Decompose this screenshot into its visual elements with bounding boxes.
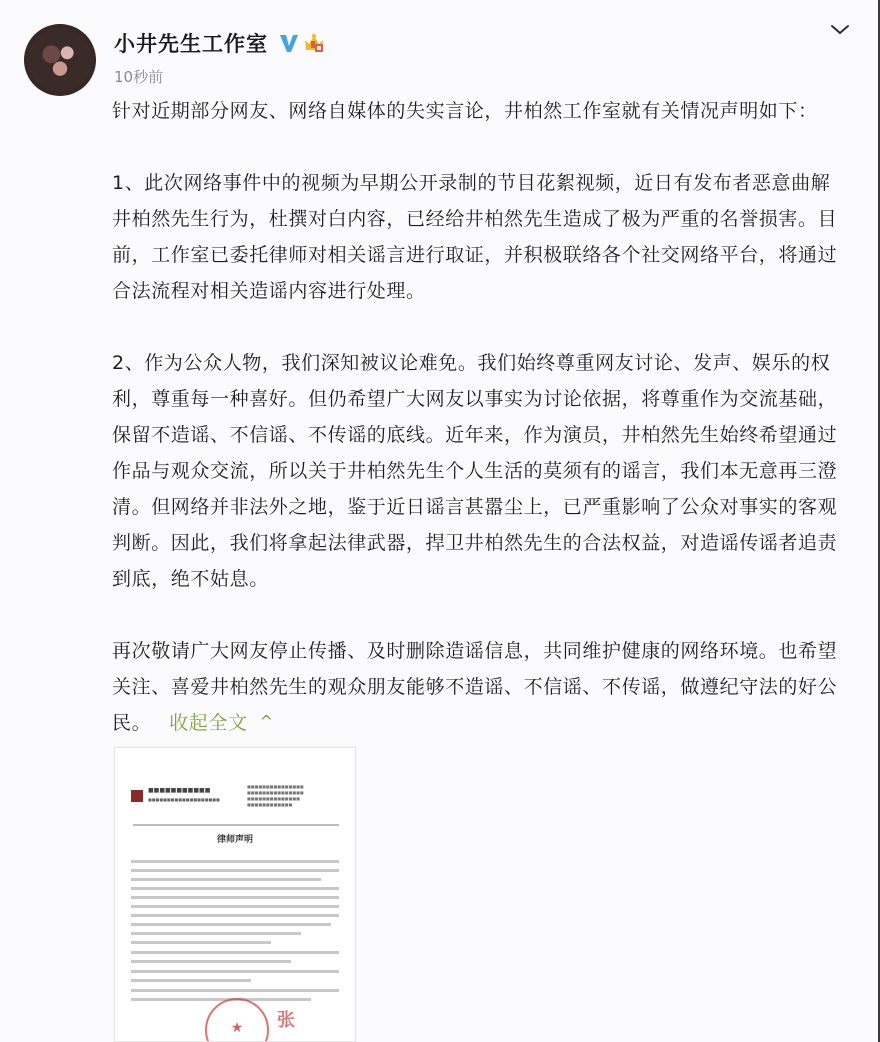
paragraph-intro: 针对近期部分网友、网络自媒体的失实言论，井柏然工作室就有关情况声明如下： xyxy=(112,100,818,122)
document-text-line xyxy=(131,923,331,926)
crown-badge-icon xyxy=(302,31,326,55)
document-text-line xyxy=(131,896,339,899)
law-firm-name: ■■■■■■■■■■■ xyxy=(148,787,211,794)
signature: 张 xyxy=(277,1010,295,1031)
law-firm-address: ■■■■■■■■■■■■■■■ ■■■■■■■■■■■■■■■ ■■■■■■■■■■■■■■ ■■■■■■■■■■■■ xyxy=(247,784,304,807)
document-title: 律师声明 xyxy=(216,835,253,845)
post-timestamp: 10秒前 xyxy=(114,68,164,86)
document-text-line xyxy=(131,951,339,954)
document-text-line xyxy=(131,970,339,973)
law-firm-logo-icon xyxy=(131,790,143,802)
document-text-line xyxy=(131,878,321,881)
document-text-line xyxy=(131,869,339,872)
law-firm-subtitle: ■■■■■■■■■■■■■■■■■■■ xyxy=(148,797,220,802)
collapse-full-text-link[interactable]: 收起全文 xyxy=(169,712,248,734)
avatar[interactable] xyxy=(24,24,96,96)
paragraph-point-2: 2、作为公众人物，我们深知被议论难免。我们始终尊重网友讨论、发声、娱乐的权利，尊重每一种喜好。但仍希望广大网友以事实为讨论依据，将尊重作为交流基础，保留不造谣、不信谣、不传谣的底线。近年来，作为演员，井柏然先生始终希望通过作品与观众交流，所以关于井柏然先生个人生活的莫须有的谣言，我们本无意再三澄清。但网络并非法外之地，鉴于近日谣言甚嚣尘上，已严重影响了公众对事实的客观判断。因此，我们将拿起法律武器，捍卫井柏然先生的合法权益，对造谣传谣者追责到底，绝不姑息。 xyxy=(112,352,838,590)
document-text-line xyxy=(131,932,301,935)
author-name[interactable]: 小井先生工作室 xyxy=(114,32,268,56)
closing-text: 再次敬请广大网友停止传播、及时删除造谣信息，共同维护健康的网络环境。也希望关注、喜爱井柏然先生的观众朋友能够不造谣、不信谣、不传谣，做遵纪守法的好公民。 xyxy=(112,640,838,734)
paragraph-point-1: 1、此次网络事件中的视频为早期公开录制的节目花絮视频，近日有发布者恶意曲解井柏然先生行为，杜撰对白内容，已经给井柏然先生造成了极为严重的名誉损害。目前，工作室已委托律师对相关谣言进行取证，并积极联络各个社交网络平台，将通过合法流程对相关造谣内容进行处理。 xyxy=(112,172,838,302)
document-text-line xyxy=(131,979,251,982)
post-header xyxy=(114,28,326,58)
verified-v-icon xyxy=(278,32,300,54)
document-text-line xyxy=(131,905,339,908)
document-divider xyxy=(133,824,339,826)
document-text-line xyxy=(131,960,291,963)
document-text-line xyxy=(131,860,339,863)
document-text-line xyxy=(131,998,311,1001)
document-text-line xyxy=(131,914,339,917)
red-seal-stamp: ★ xyxy=(205,998,269,1042)
document-text-line xyxy=(131,989,339,992)
chevron-down-icon[interactable] xyxy=(830,22,850,38)
post-content xyxy=(112,93,847,742)
document-text-line xyxy=(131,941,271,944)
document-text-line xyxy=(131,887,339,890)
attached-document-image[interactable] xyxy=(114,747,356,1042)
paragraph-closing xyxy=(112,633,847,742)
caret-up-icon[interactable]: ^ xyxy=(259,712,274,731)
